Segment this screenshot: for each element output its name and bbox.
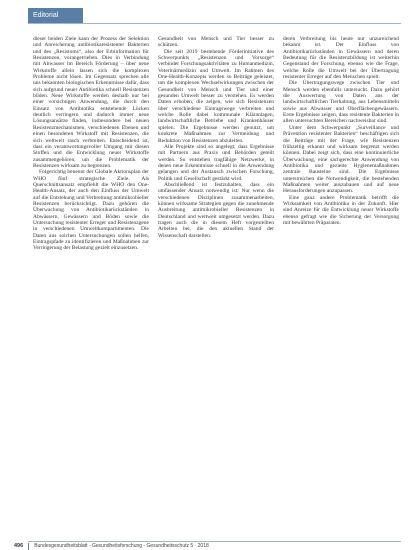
- page-footer: [14, 542, 209, 550]
- section-tag: Editorial: [28, 8, 83, 23]
- text-column-2: [158, 36, 274, 538]
- article-body: [33, 36, 399, 538]
- paragraph: Gesundheit von Mensch und Tier besser zu schützen.: [158, 36, 274, 49]
- page-number: 496: [14, 543, 24, 549]
- header-rule: [28, 23, 401, 24]
- paragraph: Alle Projekte sind so angelegt, dass Ergebnisse mit Partnern aus Praxis und Behörden geteilt werden. So entstehen tragfähige Netzwerke, in denen neue Erkenntnisse schnell in die Anwendung gelangen und der Austausch zwischen Forschung, Politik und Gesellschaft gestärkt wird.: [158, 143, 274, 182]
- paragraph: Unter dem Schwerpunkt „Surveillance und Prävention resistenter Bakterien“ beschäftigen sich die Beiträge mit der Frage, wie Resistenzen frühzeitig erkannt und wirksam begrenzt werden können. Dabei zeigt sich, dass eine kontinuierliche Überwachung, eine sachgerechte Anwendung von Antibiotika und gezielte Hygienemaßnahmen zentrale Bausteine sind. Die Ergebnisse unterstreichen die Notwendigkeit, die bestehenden Maßnahmen weiter auszubauen und auf neue Herausforderungen anzupassen.: [283, 124, 399, 195]
- paragraph: Die seit 2019 bestehende Förderinitiative des Schwerpunkts „Resistenzen und Vorsorge“ verbindet Forschungsaktivitäten zu Humanmedizin, Veterinärmedizin und Umwelt. Im Rahmen des One-Health-Konzepts werden so Beiträge geleistet, um die komplexen Wechselwirkungen zwischen der Gesundheit von Mensch und Tier und einer gesunden Umwelt besser zu verstehen. Es werden Daten erhoben, die zeigen, wie sich Resistenzen über verschiedene Eintragswege verbreiten und welche Rolle dabei kommunale Kläranlagen, landwirtschaftliche Betriebe und Krankenhäuser spielen. Die Ergebnisse werden genutzt, um konkrete Maßnahmen zur Vermeidung und Reduktion von Resistenzen abzuleiten.: [158, 48, 274, 144]
- paragraph: Abschließend ist festzuhalten, dass ein umfassender Ansatz notwendig ist: Nur wenn die verschiedenen Disziplinen zusammenarbeiten, können wirksame Strategien gegen die zunehmende Ausbreitung antimikrobieller Resistenzen in Deutschland und weltweit umgesetzt werden. Dazu tragen auch die in diesem Heft vorgestellten Arbeiten bei, die den aktuellen Stand der Wissenschaft darstellen.: [158, 181, 274, 239]
- footer-separator: [28, 543, 29, 550]
- text-column-1: [33, 36, 149, 538]
- text-column-3: [283, 36, 399, 538]
- running-title: Bundesgesundheitsblatt - Gesundheitsforschung - Gesundheitsschutz 5 · 2018: [34, 543, 209, 549]
- paragraph: Die Übertragungswege zwischen Tier und Mensch werden ebenfalls untersucht. Dazu gehört die Auswertung von Daten aus der landwirtschaftlichen Tierhaltung, aus Lebensmitteln sowie aus Abwasser und Oberflächengewässern. Erste Ergebnisse zeigen, dass resistente Bakterien in allen untersuchten Bereichen nachweisbar sind.: [283, 80, 399, 125]
- paragraph: Folgerichtig benennt der Globale Aktionsplan der WHO fünf strategische Ziele. Als Querschnittsansatz empfiehlt die WHO den One-Health-Ansatz, der auch den Einfluss der Umwelt auf die Entstehung und Verbreitung antimikrobieller Resistenzen berücksichtigt. Dazu gehören die Überwachung von Antibiotikarückständen in Abwässern, Gewässern und Böden sowie die Untersuchung resistenter Erreger und Resistenzgene in verschiedenen Umweltkompartimenten. Die Daten aus solchen Untersuchungen sollen helfen, Eintragspfade zu identifizieren und Maßnahmen zur Verringerung der Belastung gezielt einzusetzen.: [33, 169, 149, 252]
- paragraph: Eine ganz andere Problematik betrifft die Wirksamkeit von Antibiotika in der Zukunft. Hier sind Anreize für die Entwicklung neuer Wirkstoffe ebenso gefragt wie die Sicherung der Versorgung mit bewährten Präparaten.: [283, 194, 399, 226]
- paragraph: deren Verbreitung bis heute nur unzureichend bekannt ist. Der Einfluss von Antibiotikarückständen in Gewässern und deren Bedeutung für die Resistenzbildung ist weiterhin Gegenstand der Forschung, ebenso wie die Frage, welche Rolle die Umwelt bei der Übertragung resistenter Erreger auf den Menschen spielt.: [283, 36, 399, 81]
- paragraph: dieser beiden Ziele kann der Prozess der Selektion und Anreicherung antibiotikaresistenter Bakterien und des „Resistoms“, also der Erbinformation für Resistenzen, vorangetrieben. Dies in Verbindung mit Abwasser im Bereich Förderung – über neue Wirkstoffe allein lassen sich die komplexen Probleme nicht lösen. Im Gegensatz sprechen alle uns bekannten biologischen Erkenntnisse dafür, dass sich aufgrund neuer Antibiotika schnell Resistenzen bilden. Neue Wirkstoffe werden deshalb nur bei einer vorsichtigen Anwendung, die durch den Einsatz von Antibiotika entstehende Lücken deutlich verringern und dadurch immer neue Lösungsansätze finden, insbesondere bei neuen Resistenzmechanismen, verschiedenen Ebenen und einen besonderen Wirkstoff mit Resistenzen, die sich weltweit rasch verbreiten. Entscheidend ist, dass ein verantwortungsvoller Umgang mit diesen Stoffen und die Entwicklung neuer Wirkstoffe zusammengehören, um die Problematik der Resistenzen wirksam zu begrenzen.: [33, 36, 149, 169]
